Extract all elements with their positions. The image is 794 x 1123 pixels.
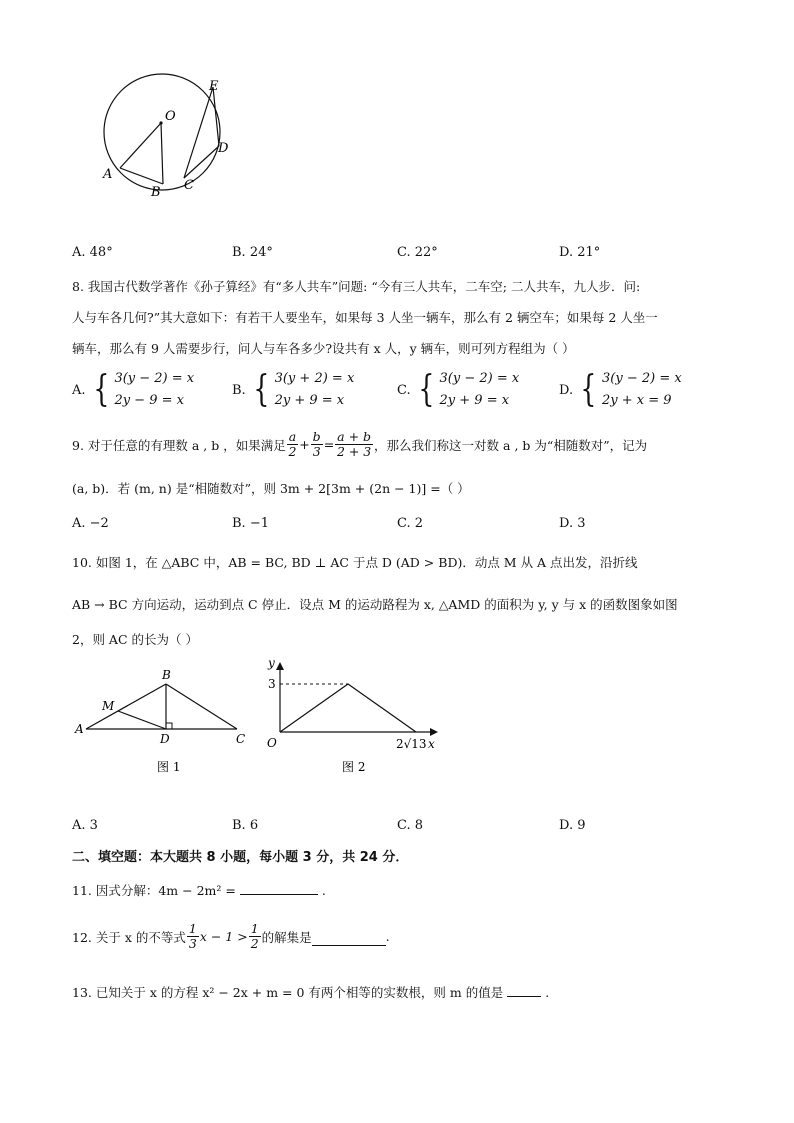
q10-line-3: 2，则 AC 的长为（ ） bbox=[72, 632, 198, 647]
q10-line-2: AB → BC 方向运动，运动到点 C 停止．设点 M 的运动路程为 x, △AMD 的面积为 y, y 与 x 的函数图象如图 bbox=[72, 597, 678, 612]
q9-f2-den: 3 bbox=[312, 444, 321, 459]
y-axis-arrow-icon bbox=[276, 662, 284, 670]
q7-option-a[interactable]: A. 48° bbox=[72, 245, 113, 260]
q8-option-a-letter: A. bbox=[72, 382, 86, 398]
q8-option-b[interactable] bbox=[232, 368, 354, 412]
q7-option-c[interactable]: C. 22° bbox=[397, 245, 438, 260]
label-A: A bbox=[103, 167, 113, 182]
label-E: E bbox=[209, 79, 219, 94]
q9-plus: + bbox=[299, 437, 310, 452]
function-graph bbox=[280, 684, 416, 732]
fig1-label-B: B bbox=[162, 668, 171, 682]
q12-f1-num: 1 bbox=[188, 921, 197, 936]
q8-option-a-eq1: 3(y − 2) = x bbox=[114, 371, 195, 386]
q7-options bbox=[72, 245, 732, 265]
q9-f3-den: 2 + 3 bbox=[336, 444, 372, 459]
q9-eq: = bbox=[323, 437, 335, 452]
q9-f1-den: 2 bbox=[288, 444, 297, 459]
q13-text: 13. 已知关于 x 的方程 x² − 2x + m = 0 有两个相等的实数根，则 m 的值是 bbox=[72, 985, 504, 1000]
q8-option-d[interactable] bbox=[559, 368, 682, 412]
q9-option-c[interactable]: C. 2 bbox=[397, 516, 424, 531]
q10-figure-1 bbox=[72, 665, 252, 775]
q9-option-b[interactable]: B. −1 bbox=[232, 516, 269, 531]
q9-pre: 9. 对于任意的有理数 a , b ，如果满足 bbox=[72, 437, 286, 453]
q12-fraction-1 bbox=[187, 922, 199, 951]
q9-options bbox=[72, 516, 732, 536]
q10-options bbox=[72, 818, 732, 838]
segment-AB bbox=[86, 684, 166, 729]
q9-f2-num: b bbox=[312, 429, 321, 444]
q9-f3-num: a + b bbox=[337, 429, 372, 444]
q13-end: . bbox=[545, 985, 550, 1000]
segment-BC bbox=[166, 684, 237, 729]
center-point bbox=[159, 121, 162, 124]
q8-options bbox=[72, 368, 732, 418]
q8-option-d-eq1: 3(y − 2) = x bbox=[602, 371, 682, 386]
q13 bbox=[72, 983, 549, 1001]
q12-mid: x − 1 > bbox=[199, 929, 248, 944]
x-axis-arrow-icon bbox=[430, 728, 438, 736]
q8-option-c[interactable] bbox=[397, 368, 519, 412]
brace-icon: { bbox=[418, 369, 435, 410]
fig2-xlabel: x bbox=[428, 737, 435, 751]
q12 bbox=[72, 922, 390, 951]
label-C: C bbox=[184, 178, 194, 193]
q8-line-2: 人与车各几何?”其大意如下：有若干人要坐车，如果每 3 人坐一辆车，那么有 2 辆空车；如果每 2 人坐一 bbox=[72, 310, 658, 325]
q9-option-a[interactable]: A. −2 bbox=[72, 516, 109, 531]
q9-f1-num: a bbox=[288, 429, 297, 444]
fig2-ylabel: y bbox=[268, 656, 275, 670]
q8-line-1: 8. 我国古代数学著作《孙子算经》有“多人共车”问题: “今有三人共车，二车空; 二人共车，九人步．问: bbox=[72, 279, 641, 294]
q8-option-b-letter: B. bbox=[232, 382, 246, 398]
q8-option-b-eq1: 3(y + 2) = x bbox=[274, 371, 355, 386]
q12-pre: 12. 关于 x 的不等式 bbox=[72, 929, 186, 945]
fig2-caption: 图 2 bbox=[342, 760, 366, 774]
fig1-label-C: C bbox=[236, 732, 246, 746]
q10-option-a[interactable]: A. 3 bbox=[72, 818, 98, 833]
label-O: O bbox=[165, 109, 176, 124]
fig2-peak-label: 3 bbox=[268, 677, 276, 691]
q8-option-a[interactable] bbox=[72, 368, 194, 412]
q7-option-d[interactable]: D. 21° bbox=[559, 245, 601, 260]
fig1-label-D: D bbox=[160, 732, 170, 746]
segment-OB bbox=[161, 123, 163, 184]
brace-icon: { bbox=[92, 369, 110, 410]
right-angle-mark-icon bbox=[166, 723, 172, 729]
q11 bbox=[72, 881, 326, 899]
q11-end: . bbox=[321, 883, 326, 898]
q9-fraction-3 bbox=[335, 430, 373, 459]
q8-option-d-eq2: 2y + x = 9 bbox=[602, 393, 672, 408]
q8-option-c-eq2: 2y + 9 = x bbox=[439, 393, 510, 408]
q8-option-c-eq1: 3(y − 2) = x bbox=[439, 371, 520, 386]
circle-outline bbox=[104, 74, 220, 190]
q12-fraction-2 bbox=[249, 922, 261, 951]
q12-end: . bbox=[385, 929, 390, 944]
q11-answer-blank[interactable] bbox=[240, 882, 318, 895]
q8-option-c-letter: C. bbox=[397, 382, 411, 398]
segment-MD bbox=[118, 711, 166, 729]
q9-line-1 bbox=[72, 430, 647, 459]
fig2-origin: O bbox=[267, 736, 277, 750]
section-2-heading: 二、填空题：本大题共 8 小题，每小题 3 分，共 24 分． bbox=[72, 850, 409, 865]
label-B: B bbox=[151, 185, 161, 200]
q10-figure-2 bbox=[258, 652, 458, 775]
q9-fraction-2 bbox=[311, 430, 323, 459]
q9-fraction-1 bbox=[287, 430, 298, 459]
q10-option-d[interactable]: D. 9 bbox=[559, 818, 586, 833]
q12-answer-blank[interactable] bbox=[312, 933, 386, 946]
q12-f2-num: 1 bbox=[250, 921, 259, 936]
fig2-end-label: 2√13 bbox=[396, 737, 427, 751]
q9-line-2: (a, b)．若 (m, n) 是“相随数对”，则 3m + 2[3m + (2n − 1)] =（ ） bbox=[72, 481, 470, 496]
q7-option-b[interactable]: B. 24° bbox=[232, 245, 273, 260]
q13-answer-blank[interactable] bbox=[507, 984, 541, 997]
fig1-caption: 图 1 bbox=[157, 760, 181, 774]
q10-line-1: 10. 如图 1，在 △ABC 中，AB = BC, BD ⊥ AC 于点 D (AD > BD)．动点 M 从 A 点出发，沿折线 bbox=[72, 555, 638, 570]
label-D: D bbox=[218, 141, 229, 156]
fig1-label-M: M bbox=[102, 699, 115, 713]
q10-option-c[interactable]: C. 8 bbox=[397, 818, 424, 833]
q11-text: 11. 因式分解：4m − 2m² = bbox=[72, 883, 236, 898]
brace-icon: { bbox=[253, 369, 270, 410]
brace-icon: { bbox=[580, 369, 597, 410]
q8-option-a-eq2: 2y − 9 = x bbox=[114, 393, 184, 408]
q12-f2-den: 2 bbox=[250, 936, 259, 951]
q12-f1-den: 3 bbox=[188, 936, 197, 951]
q7-circle-figure bbox=[95, 70, 245, 205]
q8-option-d-letter: D. bbox=[559, 382, 574, 398]
q8-line-3: 辆车，那么有 9 人需要步行，问人与车各多少?设共有 x 人，y 辆车，则可列方程组为（ ） bbox=[72, 341, 575, 356]
q9-option-d[interactable]: D. 3 bbox=[559, 516, 586, 531]
q8-option-b-eq2: 2y + 9 = x bbox=[274, 393, 345, 408]
segment-OA bbox=[120, 123, 161, 168]
segment-AB bbox=[120, 168, 163, 184]
q9-post: ，那么我们称这一对数 a , b 为“相随数对”，记为 bbox=[374, 437, 648, 453]
q12-post: 的解集是 bbox=[261, 929, 312, 945]
q10-option-b[interactable]: B. 6 bbox=[232, 818, 259, 833]
fig1-label-A: A bbox=[75, 722, 84, 736]
